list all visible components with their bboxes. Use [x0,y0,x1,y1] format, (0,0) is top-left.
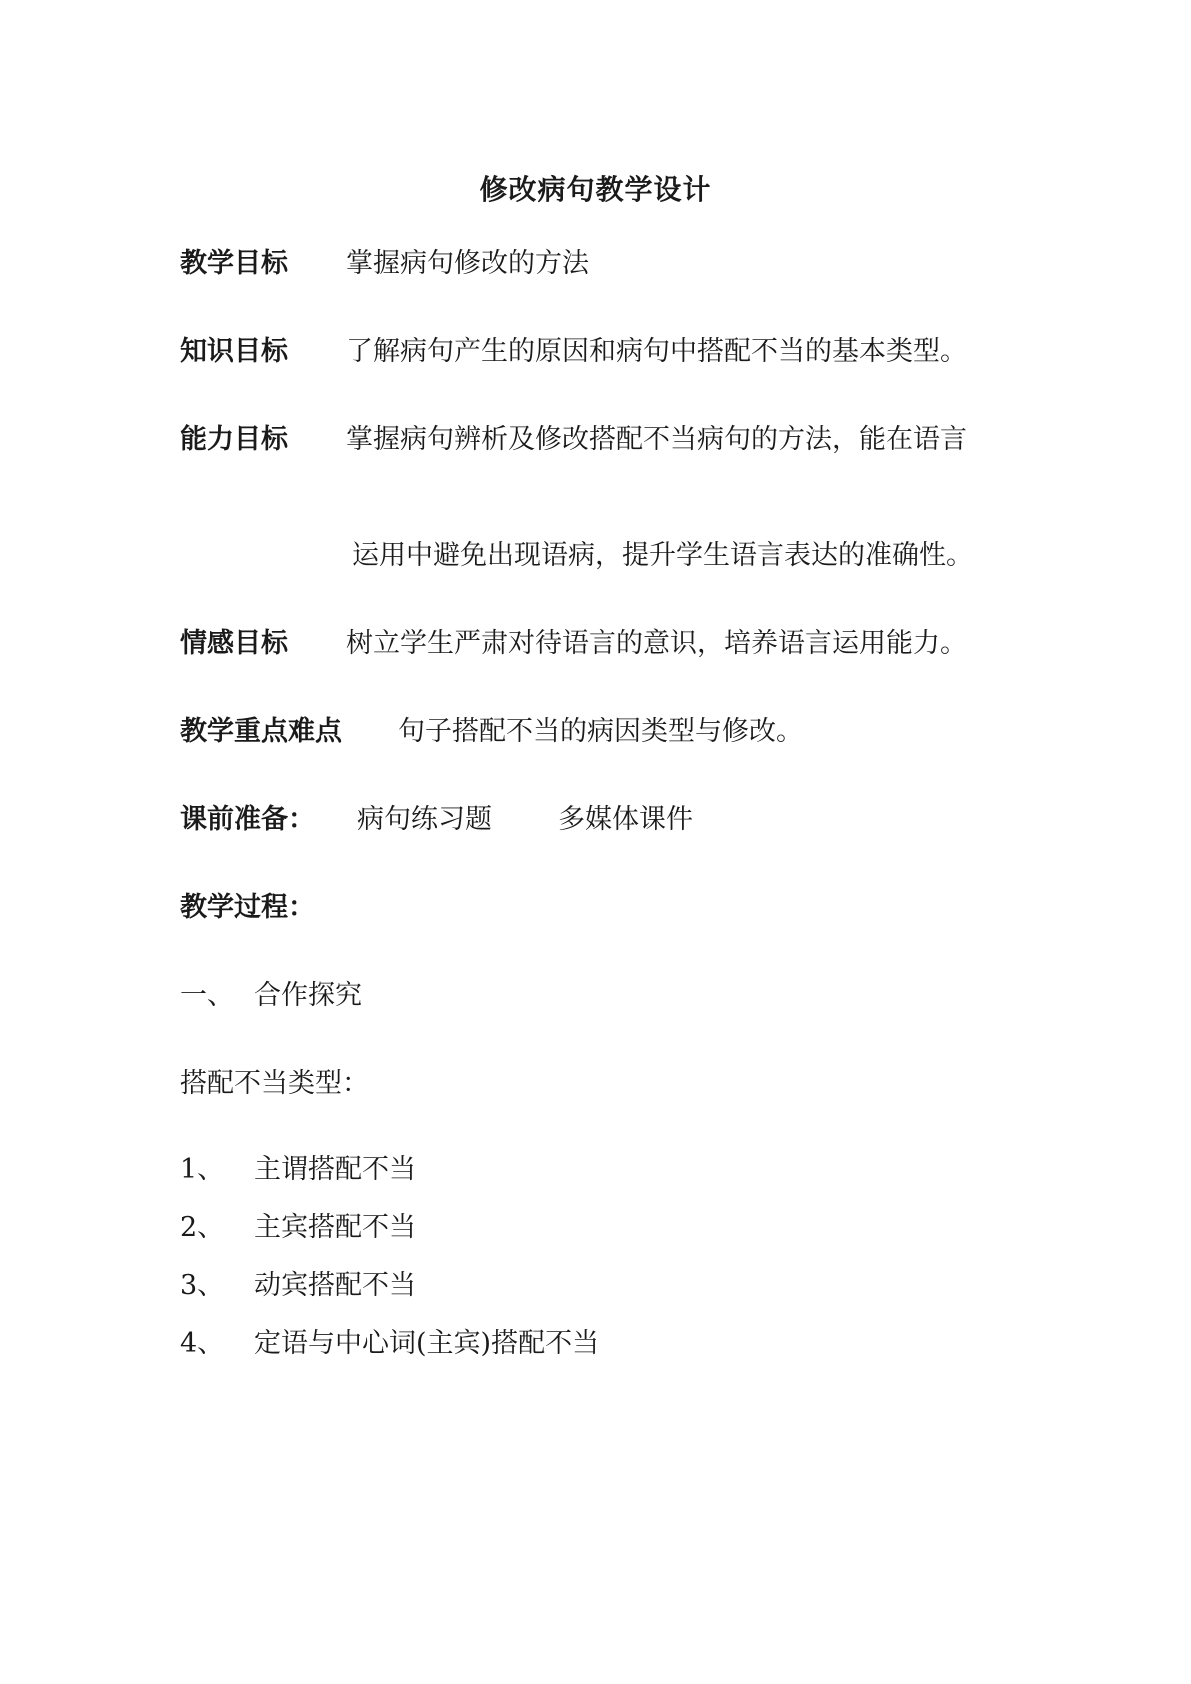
subheading: 搭配不当类型： [180,1068,369,1099]
list-item [180,1210,416,1246]
goal-text: 掌握病句辨析及修改搭配不当病句的方法，能在语言 [346,424,967,455]
section-title: 合作探究 [254,980,362,1011]
list-item [180,1152,416,1188]
key-points-label: 教学重点难点 [180,716,342,747]
preparation-item: 病句练习题 [357,804,492,835]
process-label: 教学过程： [180,892,315,923]
goal-teaching [180,246,589,282]
section-heading [180,978,362,1014]
goal-text: 了解病句产生的原因和病句中搭配不当的基本类型。 [346,336,967,367]
goal-text: 树立学生严肃对待语言的意识，培养语言运用能力。 [346,628,967,659]
goal-emotion [180,626,967,662]
document-title: 修改病句教学设计 [479,173,712,206]
list-item [180,1268,416,1304]
preparation-item: 多媒体课件 [558,804,693,835]
process-heading [180,890,315,926]
goal-label: 能力目标 [180,424,288,455]
section-number: 一、 [180,980,234,1011]
list-item-text: 主宾搭配不当 [254,1212,416,1243]
list-item [180,1326,599,1362]
key-points [180,714,803,750]
list-item-text: 主谓搭配不当 [254,1154,416,1185]
key-points-text: 句子搭配不当的病因类型与修改。 [398,716,803,747]
preparation [180,802,693,838]
list-item-text: 动宾搭配不当 [254,1270,416,1301]
goal-label: 知识目标 [180,336,288,367]
list-item-number: 4、 [180,1328,225,1359]
preparation-label: 课前准备： [180,804,315,835]
goal-label: 情感目标 [180,628,288,659]
goal-knowledge [180,334,967,370]
list-item-number: 1、 [180,1154,225,1185]
goal-ability [180,422,967,458]
goal-text: 掌握病句修改的方法 [346,248,589,279]
goal-ability-continuation: 运用中避免出现语病，提升学生语言表达的准确性。 [352,540,973,571]
list-item-text: 定语与中心词(主宾)搭配不当 [254,1328,600,1359]
list-item-number: 2、 [180,1212,225,1243]
goal-label: 教学目标 [180,248,288,279]
list-item-number: 3、 [180,1270,225,1301]
